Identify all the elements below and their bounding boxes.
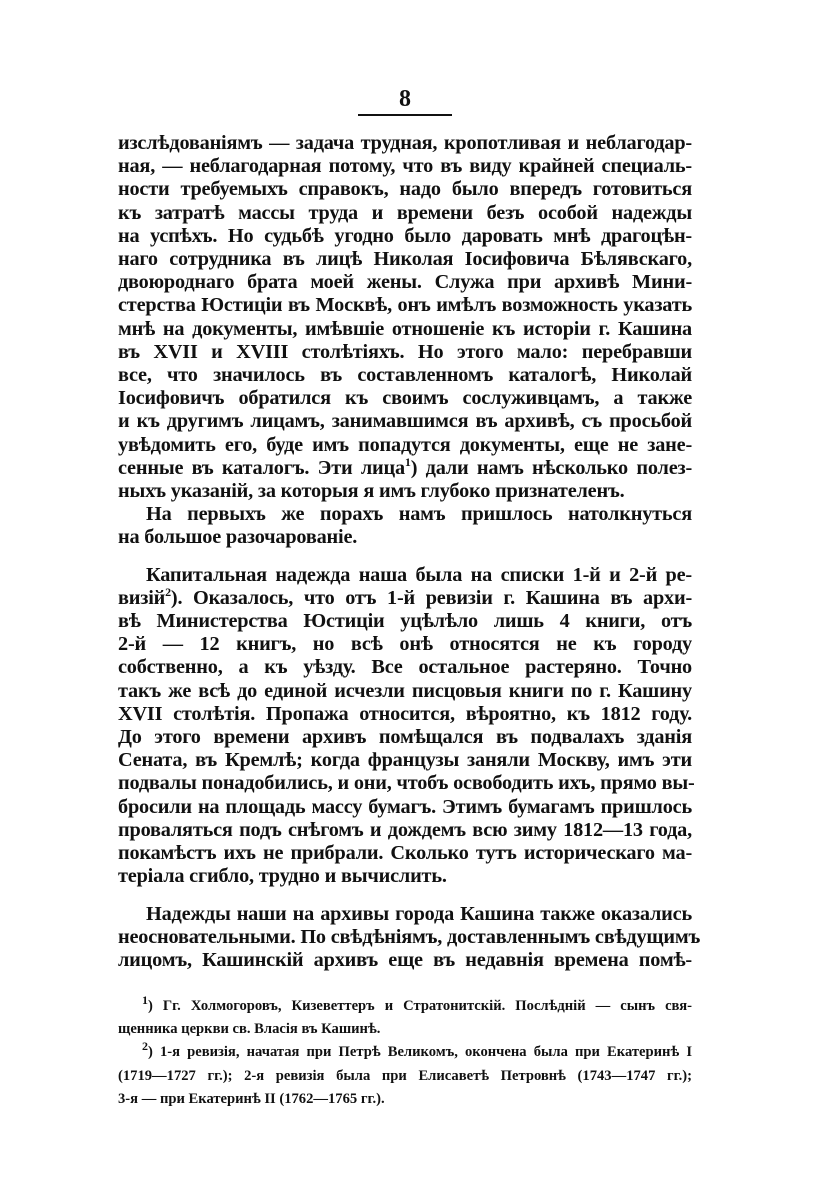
footnote-2-line [118, 1041, 692, 1064]
footnote-1-line: щенника церкви св. Власія въ Кашинѣ. [118, 1021, 381, 1038]
text-line: такъ же всѣ до единой исчезли писцовыя книги по г. Кашину [118, 679, 692, 702]
text-line: стерства Юстиціи въ Москвѣ, онъ имѣлъ возможность указать [118, 294, 692, 317]
text-fragment: ). Оказалось, что отъ 1-й ревизіи г. Кашина въ архи- [170, 586, 692, 609]
footnote-2-line: 3-я — при Екатеринѣ II (1762—1765 гг.). [118, 1090, 385, 1107]
text-line: на большое разочарованіе. [118, 526, 358, 549]
text-line: лицомъ, Кашинскій архивъ еще въ недавнія времена помѣ- [118, 948, 692, 971]
text-line: вѣ Министерства Юстиціи уцѣлѣло лишь 4 книги, отъ [118, 610, 692, 633]
text-line: XVII столѣтія. Пропажа относится, вѣроятно, къ 1812 году. [118, 702, 692, 725]
text-line: бросили на площадь массу бумагъ. Этимъ бумагамъ пришлось [118, 795, 692, 818]
footnote-1-line [118, 995, 692, 1018]
text-line: Сената, въ Кремлѣ; когда французы заняли Москву, имъ эти [118, 749, 692, 772]
text-line: покамѣстъ ихъ не прибрали. Сколько тутъ историческаго ма- [118, 842, 692, 865]
text-line: мнѣ на документы, имѣвшіе отношеніе къ исторіи г. Кашина [118, 317, 692, 340]
paragraph-gap [118, 889, 692, 903]
paragraph-gap [118, 550, 692, 564]
text-line: увѣдомить его, буде имъ попадутся документы, еще не зане- [118, 433, 692, 456]
text-line: На первыхъ же порахъ намъ пришлось натолкнуться [146, 503, 692, 526]
text-line: ности требуемыхъ справокъ, надо было впередъ готовиться [118, 178, 692, 201]
footnote-text: ) 1-я ревизія, начатая при Петрѣ Великомъ, окончена была при Екатеринѣ I [148, 1044, 692, 1061]
text-line: ныхъ указаній, за которыя я имъ глубоко признателенъ. [118, 480, 625, 503]
text-line: наго сотрудника въ лицѣ Николая Іосифовича Бѣлявскаго, [118, 248, 692, 271]
text-line: ная, — неблагодарная потому, что въ виду крайней специаль- [118, 155, 692, 178]
page-number: 8 [399, 86, 411, 112]
text-fragment: сенные въ каталогъ. Эти лица [118, 456, 405, 479]
footnote-ref-2: 2 [165, 585, 171, 600]
text-line: 2-й — 12 книгъ, но всѣ онѣ относятся не къ городу [118, 633, 692, 656]
text-fragment: визій [118, 586, 166, 609]
body-text [118, 132, 701, 972]
text-line: неосновательными. По свѣдѣніямъ, доставленнымъ свѣдущимъ [118, 925, 701, 948]
text-line-with-footnote-ref [118, 587, 692, 610]
text-line: подвалы понадобились, и они, чтобъ освободить ихъ, прямо вы- [118, 772, 695, 795]
footnote-ref-1: 1 [404, 455, 411, 470]
text-line: проваляться подъ снѣгомъ и дождемъ всю зиму 1812—13 года, [118, 818, 692, 841]
text-line: До этого времени архивъ помѣщался въ подвалахъ зданія [118, 726, 692, 749]
text-line: Надежды наши на архивы города Кашина также оказались [146, 902, 692, 925]
text-line: Іосифовичъ обратился къ своимъ сослуживцамъ, а также [118, 387, 692, 410]
text-line-with-footnote-ref [118, 457, 692, 480]
text-line: все, что значилось въ составленномъ каталогѣ, Николай [118, 364, 692, 387]
text-line: двоюроднаго брата моей жены. Служа при архивѣ Мини- [118, 271, 692, 294]
footnote-2-line: (1719—1727 гг.); 2-я ревизія была при Елисаветѣ Петровнѣ (1743—1747 гг.); [118, 1067, 692, 1084]
text-line: въ XVII и XVIII столѣтіяхъ. Но этого мало: перебравши [118, 340, 692, 363]
text-line: собственно, а къ уѣзду. Все остальное растеряно. Точно [118, 656, 692, 679]
text-line: на успѣхъ. Но судьбѣ угодно было даровать мнѣ драгоцѣн- [118, 224, 692, 247]
text-line: къ затратѣ массы труда и времени безъ особой надежды [118, 201, 692, 224]
footnote-marker-1: 1 [142, 993, 148, 1008]
text-fragment: ) дали намъ нѣсколько полез- [410, 456, 692, 479]
text-line: теріала сгибло, трудно и вычислить. [118, 865, 447, 888]
footnotes [118, 995, 692, 1111]
footnote-marker-2: 2 [142, 1039, 148, 1054]
text-line: Капитальная надежда наша была на списки 1-й и 2-й ре- [146, 563, 692, 586]
header-rule [358, 114, 452, 116]
text-line: изслѣдованіямъ — задача трудная, кропотливая и неблагодар- [118, 132, 692, 154]
footnote-text: ) Гг. Холмогоровъ, Кизеветтеръ и Стратонитскій. Послѣдній — сынъ свя- [148, 998, 692, 1014]
text-line: и къ другимъ лицамъ, занимавшимся въ архивѣ, съ просьбой [118, 410, 692, 433]
